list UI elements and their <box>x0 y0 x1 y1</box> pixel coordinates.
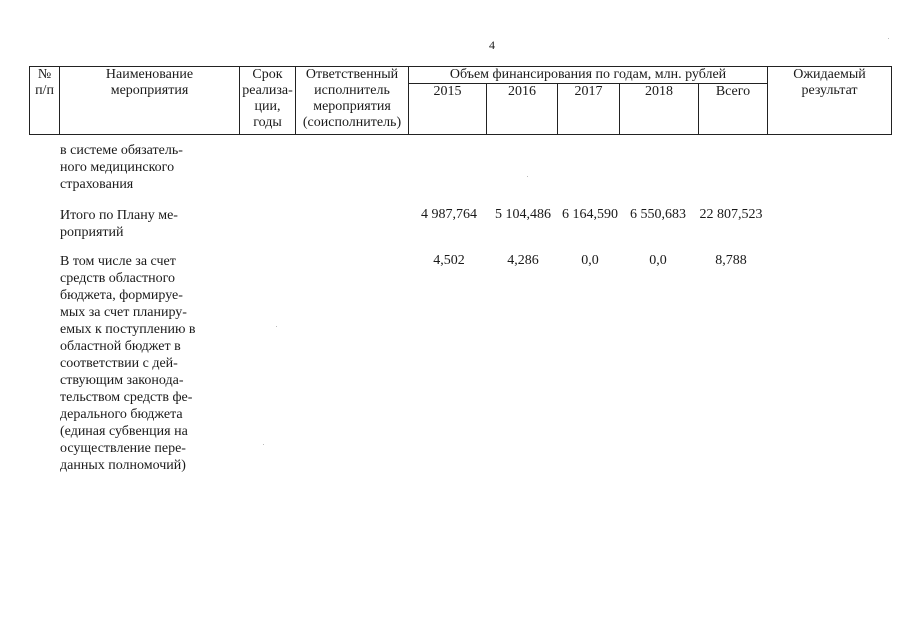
row-regional-total: 8,788 <box>715 253 747 268</box>
header-col-funding: Объем финансирования по годам, млн. рублей <box>409 67 768 84</box>
scan-speck <box>888 38 889 39</box>
scan-speck <box>276 326 277 327</box>
page-number: 4 <box>489 38 495 52</box>
row-regional-2017: 0,0 <box>581 253 599 268</box>
row-continuation-text: в системе обязатель- ного медицинского страхования <box>60 143 183 192</box>
row-regional-2016: 4,286 <box>507 253 539 268</box>
scan-speck <box>263 444 264 445</box>
row-regional-2015: 4,502 <box>433 253 465 268</box>
header-col-term: Срок реализа- ции, годы <box>240 67 296 135</box>
header-year-2017: 2017 <box>558 84 620 135</box>
table-header <box>29 66 892 135</box>
scan-speck <box>527 176 528 177</box>
row-total-all: 22 807,523 <box>699 207 763 222</box>
row-total-2017: 6 164,590 <box>562 207 618 222</box>
header-year-2015: 2015 <box>409 84 487 135</box>
row-total-label: Итого по Плану ме- роприятий <box>60 208 178 240</box>
header-col-result: Ожидаемый результат <box>768 67 892 135</box>
header-col-number: № п/п <box>30 67 60 135</box>
row-total-2015: 4 987,764 <box>421 207 477 222</box>
header-col-name: Наименование мероприятия <box>60 67 240 135</box>
row-total-2016: 5 104,486 <box>495 207 551 222</box>
row-total-2018: 6 550,683 <box>630 207 686 222</box>
header-col-responsible: Ответственный исполнитель мероприятия (соисполнитель) <box>296 67 409 135</box>
header-total: Всего <box>699 84 768 135</box>
row-regional-budget-label: В том числе за счет средств областного бюджета, формируе- мых за счет планиру- емых к поступлению в областной бюджет в соответствии с дей- ствующим законода- тельством средств фе- дерального бюджета (единая субвенция на осуществление пере- данных полномочий) <box>60 254 196 473</box>
header-year-2016: 2016 <box>487 84 558 135</box>
header-year-2018: 2018 <box>620 84 699 135</box>
row-regional-2018: 0,0 <box>649 253 667 268</box>
